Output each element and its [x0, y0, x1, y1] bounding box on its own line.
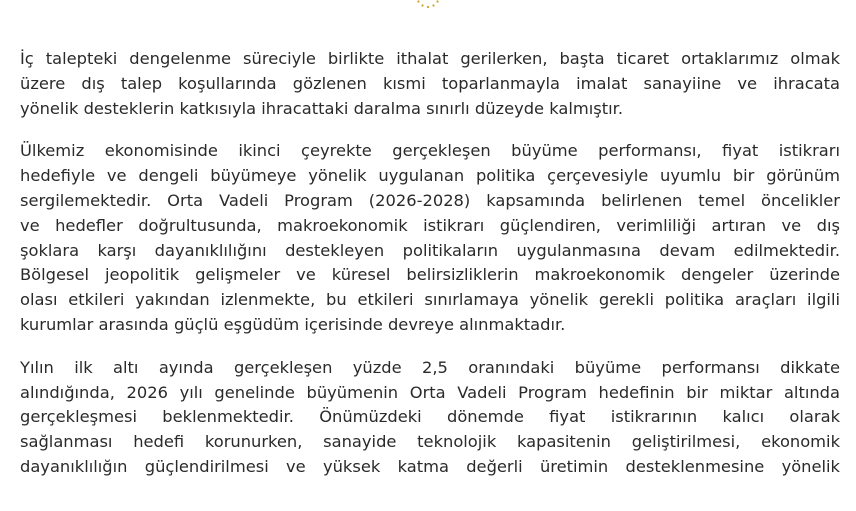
paragraph-1 [20, 47, 840, 121]
paragraph-line: hedefiyle ve dengeli büyümeye yönelik uygulanan politika çerçevesiyle uyumlu bir görünüm [20, 166, 840, 186]
star-emblem-icon [413, 0, 443, 10]
paragraph-2 [20, 139, 840, 337]
paragraph-line: gerçekleşmesi beklenmektedir. Önümüzdeki dönemde fiyat istikrarının kalıcı olarak [20, 407, 840, 427]
paragraph-line: Ülkemiz ekonomisinde ikinci çeyrekte gerçekleşen büyüme performansı, fiyat istikrarı [20, 141, 840, 161]
paragraph-line: olası etkileri yakından izlenmekte, bu etkileri sınırlamaya yönelik gerekli politika araçları ilgili [20, 290, 840, 310]
paragraph-line: kurumlar arasında güçlü eşgüdüm içerisinde devreye alınmaktadır. [20, 314, 566, 334]
emblem-star-dot [417, 0, 419, 2]
paragraph-line: yönelik desteklerin katkısıyla ihracattaki daralma sınırlı düzeyde kalmıştır. [20, 98, 624, 118]
paragraph-line: şoklara karşı dayanıklılığını destekleyen politikaların uygulanmasına devam edilmektedir. [20, 240, 840, 260]
emblem-star-dot [432, 4, 434, 6]
document-body [20, 47, 840, 498]
paragraph-line: sergilemektedir. Orta Vadeli Program (2026-2028) kapsamında belirlenen temel öncelikler [20, 190, 840, 210]
paragraph-3 [20, 356, 840, 480]
paragraph-line: sağlanması hedefi korunurken, sanayide teknolojik kapasitenin geliştirilmesi, ekonomik [20, 432, 840, 452]
paragraph-line: Yılın ilk altı ayında gerçekleşen yüzde 2,5 oranındaki büyüme performansı dikkate [20, 357, 840, 377]
emblem-star-dot [436, 0, 438, 2]
paragraph-line: Bölgesel jeopolitik gelişmeler ve küresel belirsizliklerin makroekonomik dengeler üzerinde [20, 265, 840, 285]
paragraph-line: ve hedefler doğrultusunda, makroekonomik istikrarı güçlendiren, verimliliği artıran ve dış [20, 215, 840, 235]
emblem-star-dot [421, 4, 423, 6]
paragraph-line: üzere dış talep koşullarında gözlenen kısmi toparlanmayla imalat sanayiine ve ihracata [20, 73, 840, 93]
paragraph-line: dayanıklılığın güçlendirilmesi ve yüksek katma değerli üretimin desteklenmesine yönelik [20, 456, 840, 476]
emblem-star-dot [427, 6, 429, 8]
paragraph-line: İç talepteki dengelenme süreciyle birlikte ithalat gerilerken, başta ticaret ortaklarımız olmak [20, 49, 840, 68]
paragraph-line: alındığında, 2026 yılı genelinde büyümenin Orta Vadeli Program hedefinin bir miktar altında [20, 382, 840, 402]
